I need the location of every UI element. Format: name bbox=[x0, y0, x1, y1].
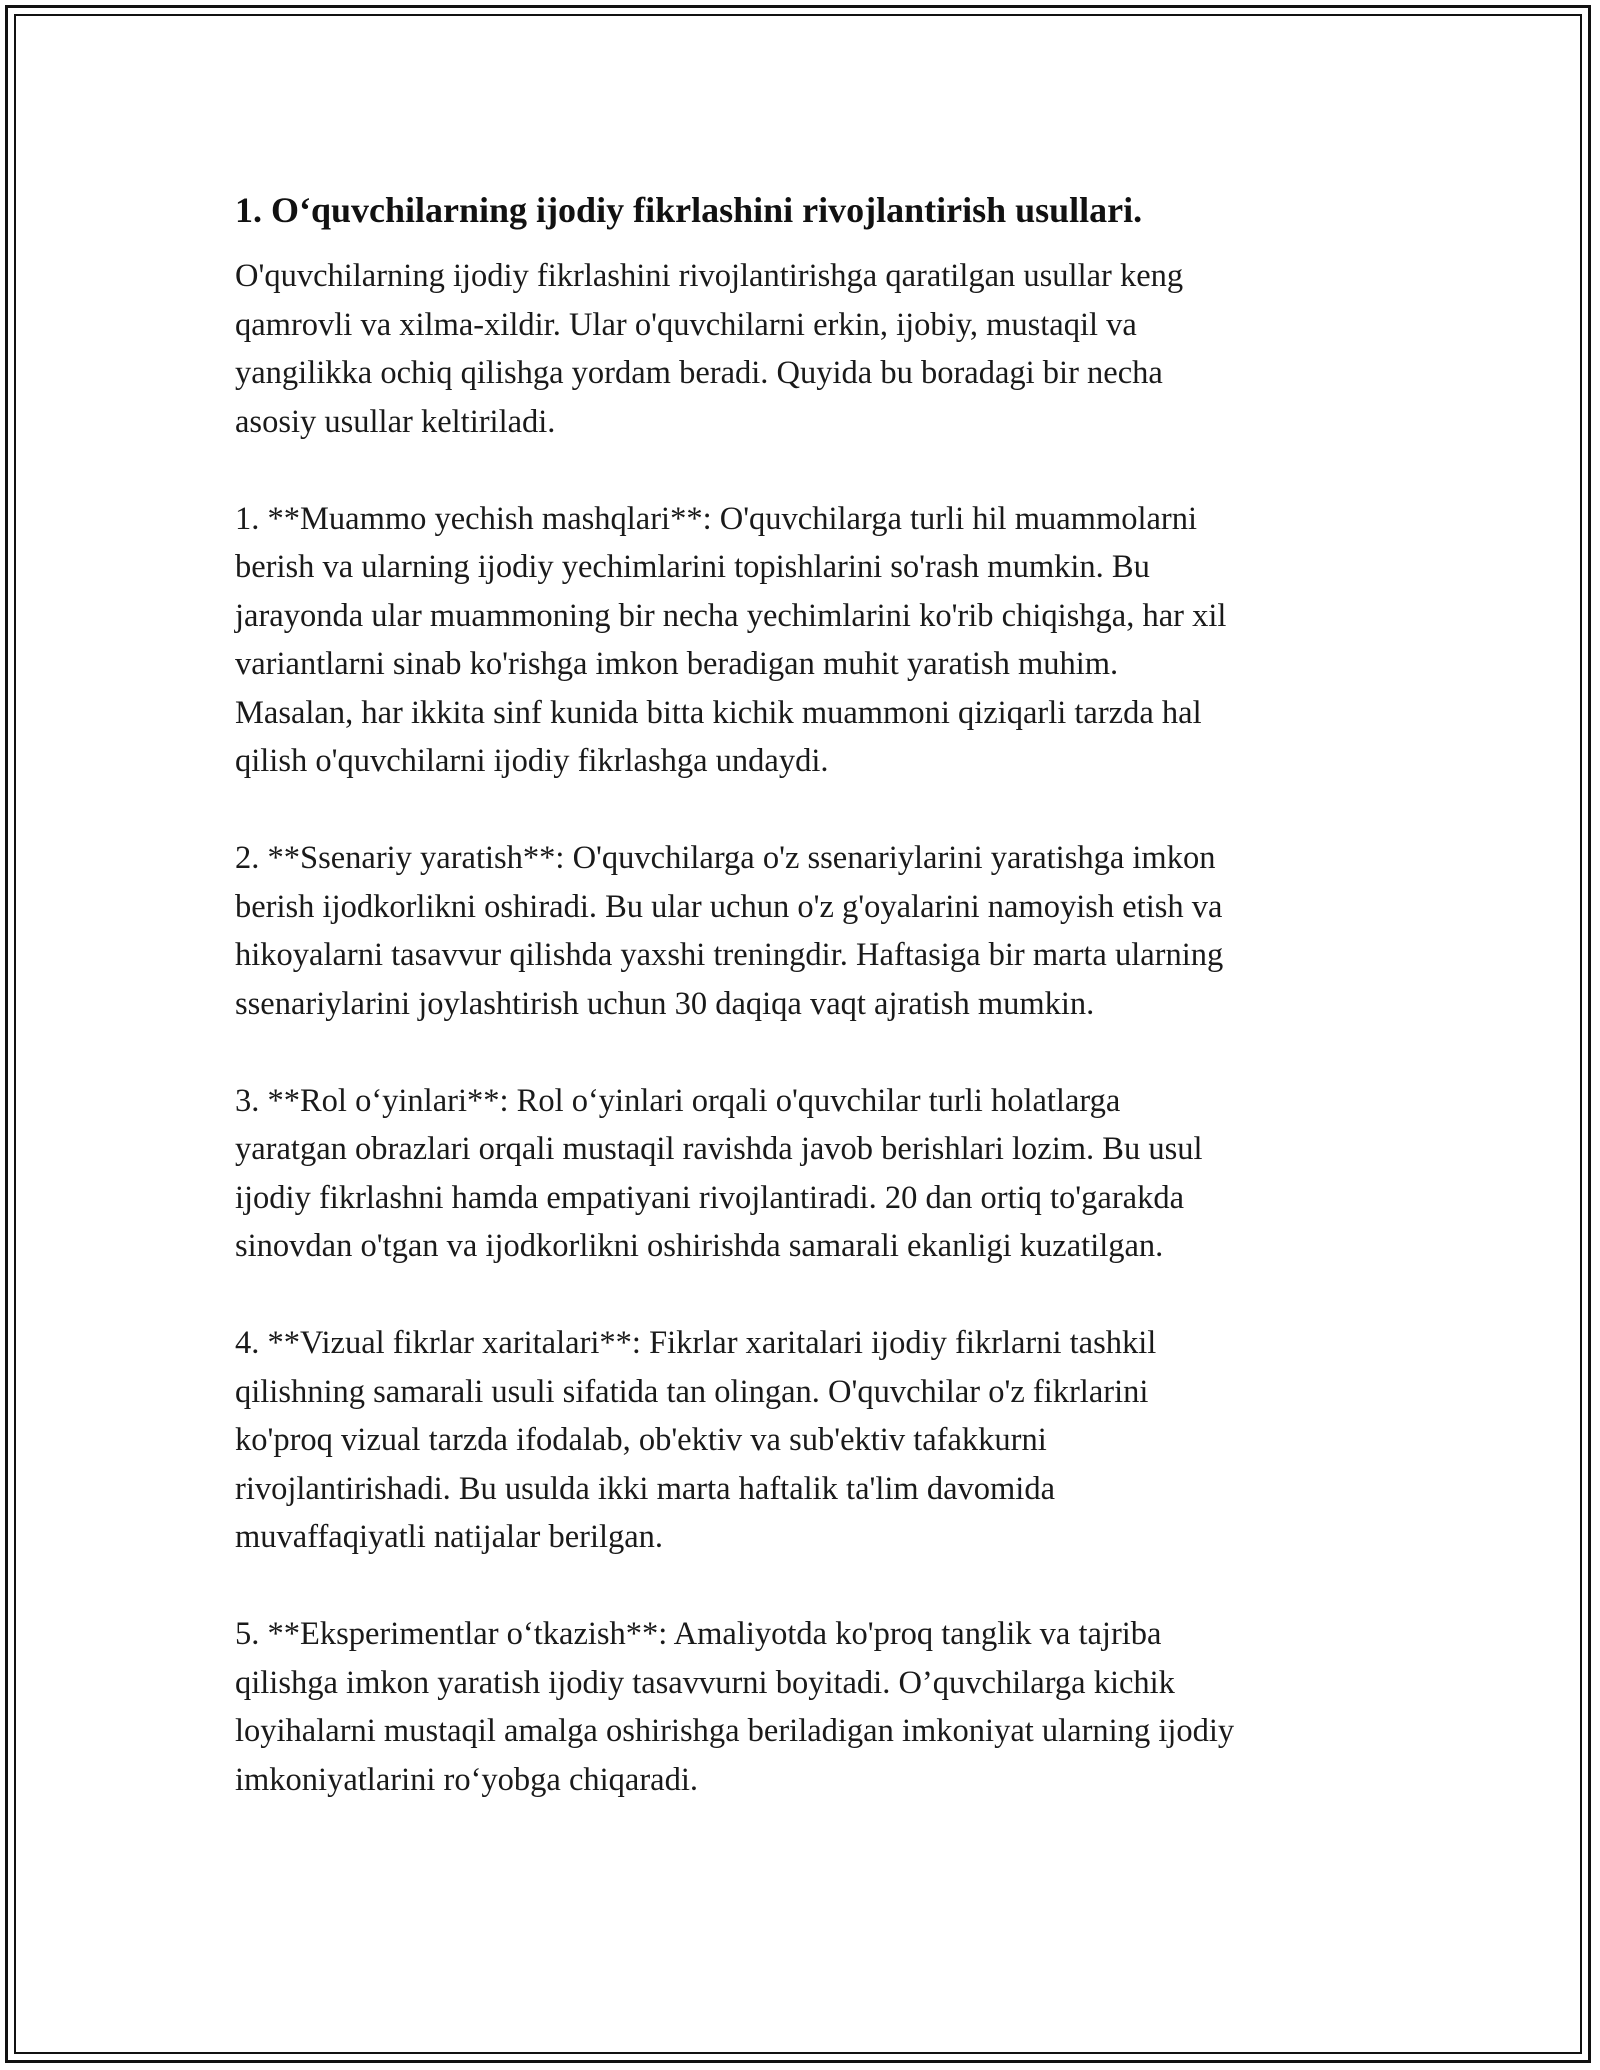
paragraph-intro bbox=[235, 252, 1385, 446]
text-line: 2. **Ssenariy yaratish**: O'quvchilarga o'z ssenariylarini yaratishga imkon bbox=[235, 840, 1216, 876]
text-line: ssenariylarini joylashtirish uchun 30 daqiqa vaqt ajratish mumkin. bbox=[235, 985, 1095, 1022]
text-line: sinovdan o'tgan va ijodkorlikni oshirishda samarali ekanligi kuzatilgan. bbox=[235, 1228, 1164, 1264]
text-line: berish ijodkorlikni oshiradi. Bu ular uchun o'z g'oyalarini namoyish etish va bbox=[235, 888, 1223, 925]
text-line: qilish o'quvchilarni ijodiy fikrlashga undaydi. bbox=[235, 743, 829, 779]
text-line: asosiy usullar keltiriladi. bbox=[235, 403, 556, 440]
text-line: jarayonda ular muammoning bir necha yechimlarini ko'rib chiqishga, har xil bbox=[235, 597, 1227, 634]
text-line: loyihalarni mustaqil amalga oshirishga beriladigan imkoniyat ularning ijodiy bbox=[235, 1713, 1235, 1749]
text-line: imkoniyatlarini ro‘yobga chiqaradi. bbox=[235, 1761, 698, 1798]
text-line: 4. **Vizual fikrlar xaritalari**: Fikrlar xaritalari ijodiy fikrlarni tashkil bbox=[235, 1325, 1157, 1361]
text-line: hikoyalarni tasavvur qilishda yaxshi treningdir. Haftasiga bir marta ularning bbox=[235, 937, 1224, 973]
text-line: yangilikka ochiq qilishga yordam beradi. Quyida bu boradagi bir necha bbox=[235, 355, 1163, 391]
paragraph-method-3 bbox=[235, 1077, 1385, 1271]
text-line: qilishga imkon yaratish ijodiy tasavvurni boyitadi. O’quvchilarga kichik bbox=[235, 1664, 1175, 1701]
text-line: rivojlantirishadi. Bu usulda ikki marta haftalik ta'lim davomida bbox=[235, 1470, 1055, 1507]
paragraph-method-1 bbox=[235, 495, 1385, 786]
paragraph-method-5 bbox=[235, 1610, 1385, 1804]
text-line: ijodiy fikrlashni hamda empatiyani rivojlantiradi. 20 dan ortiq to'garakda bbox=[235, 1179, 1185, 1216]
document-body bbox=[235, 188, 1385, 1853]
text-line: muvaffaqiyatli natijalar berilgan. bbox=[235, 1519, 664, 1555]
text-line: 5. **Eksperimentlar o‘tkazish**: Amaliyotda ko'proq tanglik va tajriba bbox=[235, 1616, 1162, 1652]
text-line: berish va ularning ijodiy yechimlarini topishlarini so'rash mumkin. Bu bbox=[235, 549, 1150, 585]
text-line: 1. **Muammo yechish mashqlari**: O'quvchilarga turli hil muammolarni bbox=[235, 500, 1198, 537]
text-line: variantlarni sinab ko'rishga imkon beradigan muhit yaratish muhim. bbox=[235, 646, 1119, 682]
text-line: O'quvchilarning ijodiy fikrlashini rivojlantirishga qaratilgan usullar keng bbox=[235, 258, 1184, 294]
text-line: ko'proq vizual tarzda ifodalab, ob'ektiv va sub'ektiv tafakkurni bbox=[235, 1422, 1047, 1458]
paragraph-method-2 bbox=[235, 834, 1385, 1028]
text-line: yaratgan obrazlari orqali mustaqil ravishda javob berishlari lozim. Bu usul bbox=[235, 1131, 1203, 1167]
section-heading: 1. O‘quvchilarning ijodiy fikrlashini rivojlantirish usullari. bbox=[235, 190, 1143, 230]
paragraph-method-4 bbox=[235, 1319, 1385, 1562]
text-line: Masalan, har ikkita sinf kunida bitta kichik muammoni qiziqarli tarzda hal bbox=[235, 694, 1202, 731]
text-line: qilishning samarali usuli sifatida tan olingan. O'quvchilar o'z fikrlarini bbox=[235, 1373, 1149, 1410]
text-line: 3. **Rol o‘yinlari**: Rol o‘yinlari orqali o'quvchilar turli holatlarga bbox=[235, 1082, 1121, 1119]
text-line: qamrovli va xilma-xildir. Ular o'quvchilarni erkin, ijobiy, mustaqil va bbox=[235, 306, 1137, 343]
